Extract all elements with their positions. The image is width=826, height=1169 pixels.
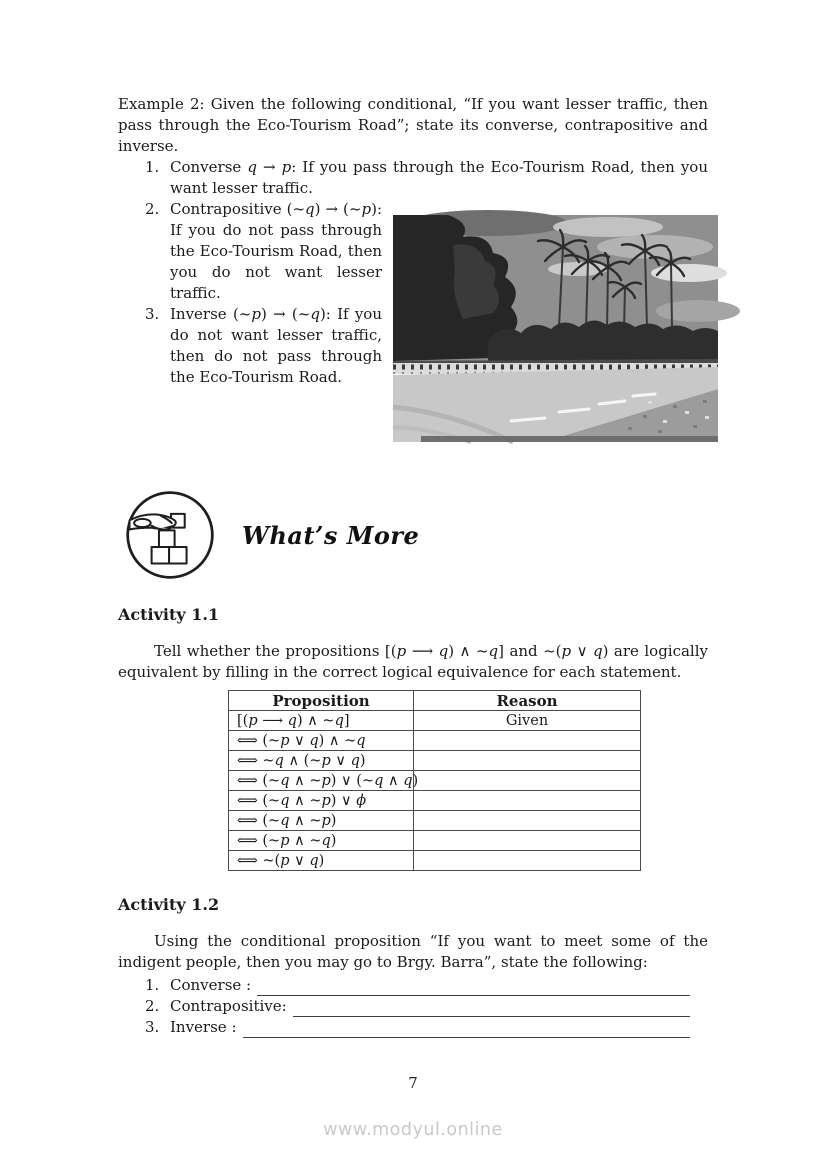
list-number: 2.	[145, 200, 160, 218]
table-row	[229, 851, 641, 871]
proposition-cell: ⟺ (~q ∧ ~p) ∨ ϕ	[229, 791, 414, 811]
list-number: 3.	[145, 1018, 160, 1036]
inline-math: (~q) → (~p)	[286, 200, 377, 218]
converse-label: Converse :	[170, 976, 252, 994]
proposition-cell: ⟺ ~q ∧ (~p ∨ q)	[229, 751, 414, 771]
activity-1-2-heading: Activity 1.2	[118, 895, 220, 914]
contrapositive-label: Contrapositive:	[170, 997, 287, 1015]
table-row	[229, 751, 641, 771]
proposition-cell: ⟺ ~(p ∨ q)	[229, 851, 414, 871]
list-number: 3.	[145, 305, 160, 323]
reason-cell	[414, 791, 641, 811]
whats-more-icon	[124, 489, 216, 581]
reason-cell	[414, 831, 641, 851]
activity-1-2-list	[145, 975, 690, 1038]
inline-math: ~(p ∨ q)	[543, 642, 609, 660]
activity-1-1-intro	[118, 641, 708, 683]
inline-math: (~p) → (~q)	[232, 305, 326, 323]
proposition-cell: ⟺ (~p ∧ ~q)	[229, 831, 414, 851]
table-row	[229, 731, 641, 751]
table-row	[229, 771, 641, 791]
item-text: : If you do not want lesser traffic, then do not pass through the Eco-Tourism Road.	[170, 305, 382, 386]
proposition-cell: ⟺ (~q ∧ ~p) ∨ (~q ∧ q)	[229, 771, 414, 791]
item-text: : If you pass through the Eco-Tourism Road, then you want lesser traffic.	[170, 158, 708, 197]
watermark: www.modyul.online	[323, 1120, 503, 1140]
example-intro: Example 2: Given the following conditional, “If you want lesser traffic, then pass through the Eco-Tourism Road”; state its converse, contrapositive and inverse.	[118, 95, 708, 155]
page-content	[118, 94, 708, 1038]
reason-column-header: Reason	[414, 691, 641, 711]
inverse-blank-row	[145, 1017, 690, 1038]
table-row	[229, 791, 641, 811]
item-label: Converse	[170, 158, 248, 176]
intro-text: and	[504, 642, 544, 660]
proposition-column-header: Proposition	[229, 691, 414, 711]
item-label: Contrapositive	[170, 200, 287, 218]
inverse-label: Inverse :	[170, 1018, 237, 1036]
table-row	[229, 711, 641, 731]
activity-1-2-intro: Using the conditional proposition “If you want to meet some of the indigent people, then you may go to Brgy. Barra”, state the following:	[118, 932, 708, 971]
inline-math: q → p	[247, 158, 292, 176]
table-row	[229, 811, 641, 831]
table-header-row	[229, 691, 641, 711]
list-number: 2.	[145, 997, 160, 1015]
proposition-cell: ⟺ (~q ∧ ~p)	[229, 811, 414, 831]
reason-cell	[414, 851, 641, 871]
reason-cell	[414, 771, 641, 791]
converse-blank-line	[257, 979, 690, 996]
eco-tourism-road-photo	[393, 215, 718, 442]
reason-cell	[414, 751, 641, 771]
logical-equivalence-table	[228, 690, 641, 871]
inline-math: [(p ⟶ q) ∧ ~q]	[384, 642, 505, 660]
proposition-cell: [(p ⟶ q) ∧ ~q]	[229, 711, 414, 731]
inverse-blank-line	[243, 1021, 690, 1038]
list-number: 1.	[145, 976, 160, 994]
contrapositive-blank-line	[293, 1000, 690, 1017]
intro-text: Tell whether the propositions	[154, 642, 385, 660]
table-row	[229, 831, 641, 851]
reason-cell	[414, 731, 641, 751]
converse-blank-row	[145, 975, 690, 996]
page-number: 7	[408, 1074, 418, 1092]
list-item-converse	[145, 157, 708, 199]
list-number: 1.	[145, 158, 160, 176]
list-item-inverse	[145, 304, 382, 388]
activity-1-1-heading: Activity 1.1	[118, 605, 220, 624]
example-body	[118, 157, 708, 447]
reason-cell: Given	[414, 711, 641, 731]
intro-text: are logically equivalent by filling in the correct logical equivalence for each statement.	[118, 642, 709, 681]
proposition-cell: ⟺ (~p ∨ q) ∧ ~q	[229, 731, 414, 751]
road-photo-illustration	[393, 215, 718, 442]
item-text: : If you do not pass through the Eco-Tourism Road, then you do not want lesser traffic.	[170, 200, 382, 302]
list-item-contrapositive	[145, 199, 382, 304]
hand-stacking-blocks-icon	[124, 489, 216, 581]
reason-cell	[414, 811, 641, 831]
item-label: Inverse	[170, 305, 233, 323]
contrapositive-blank-row	[145, 996, 690, 1017]
whats-more-section-header	[124, 489, 708, 581]
whats-more-title: What’s More	[242, 520, 420, 550]
